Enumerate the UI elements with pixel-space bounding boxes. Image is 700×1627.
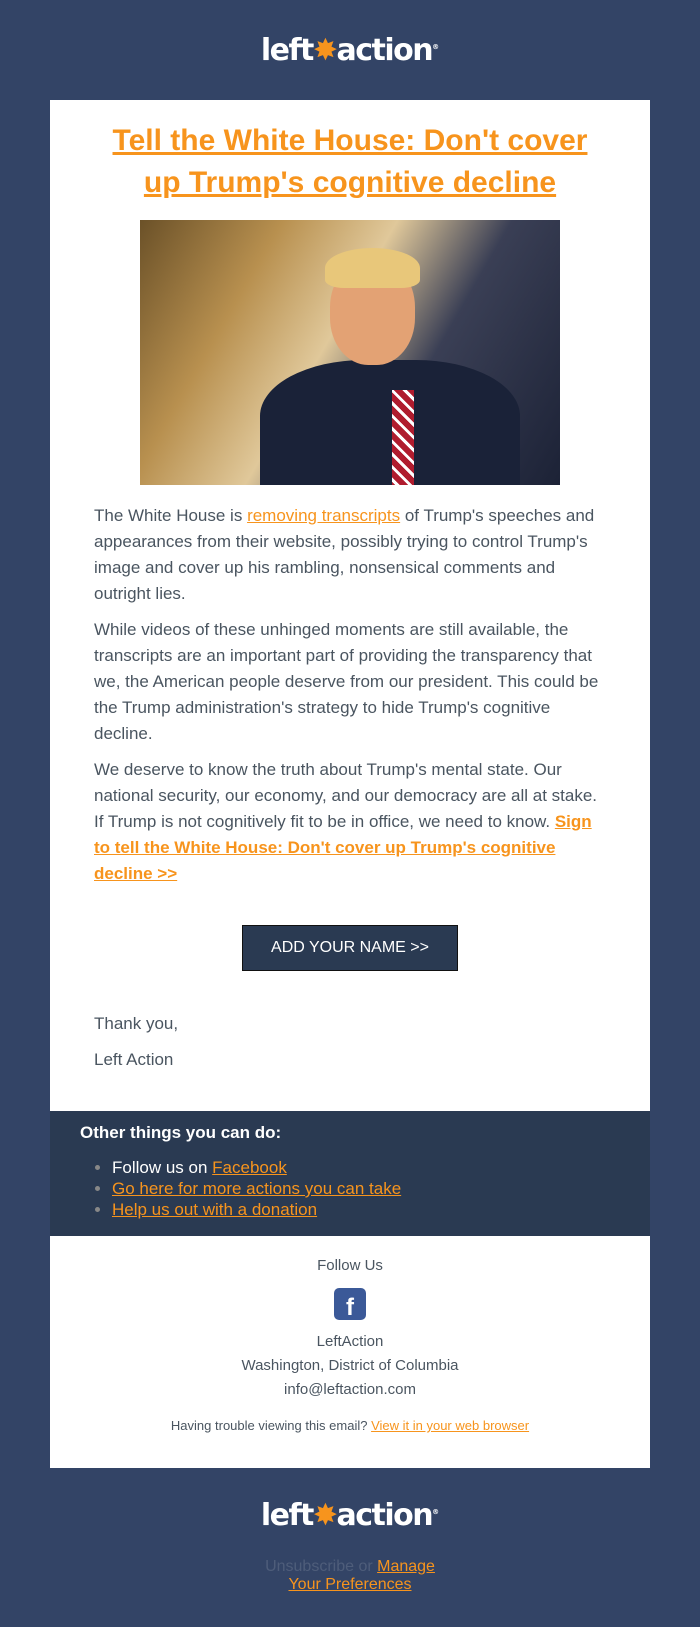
signature: Left Action [94, 1050, 174, 1069]
trouble-text: Having trouble viewing this email? [170, 1418, 372, 1433]
facebook-icon[interactable]: f [334, 1288, 366, 1320]
leftaction-logo: left✸action® [260, 32, 440, 68]
paragraph-3: We deserve to know the truth about Trump's mental state. Our national security, our economy, and our democracy are all at stake. If Trump is not cognitively fit to be in office, we need to know. Sign to tell the White House: Don't cover up Trump's cognitive decline >> [94, 760, 598, 883]
trump-photo[interactable] [140, 220, 560, 485]
web-browser-link[interactable]: View it in your web browser [371, 1418, 530, 1433]
thanks-text: Thank you, [94, 1014, 179, 1033]
main-card [50, 100, 650, 1111]
add-your-name-button[interactable]: ADD YOUR NAME >> [242, 925, 458, 971]
more-actions-link[interactable]: Go here for more actions you can take [112, 1179, 402, 1198]
unsubscribe-link[interactable]: Unsubscribe or [265, 1558, 378, 1575]
headline-link[interactable]: Tell the White House: Don't cover up Trump's cognitive decline [112, 124, 588, 199]
leftaction-logo: left✸action® [260, 1498, 440, 1533]
headline [94, 120, 606, 204]
header-logo [0, 0, 700, 100]
donate-link[interactable]: Help us out with a donation [112, 1200, 318, 1219]
follow-text: Follow us on [112, 1158, 213, 1177]
follow-us-label: Follow Us [317, 1257, 383, 1274]
other-actions-title: Other things you can do: [80, 1123, 282, 1142]
footer-logo [0, 1468, 700, 1563]
org-name: LeftAction [316, 1333, 384, 1350]
paragraph-1: The White House is removing transcripts of Trump's speeches and appearances from their website, possibly trying to control Trump's image and cover up his rambling, nonsensical comments and outright lies. [94, 506, 595, 603]
other-actions-section [50, 1111, 650, 1236]
removing-transcripts-link[interactable]: removing transcripts [247, 506, 401, 525]
sign-petition-link[interactable]: Sign to tell the White House: Don't cover up Trump's cognitive decline >> [94, 812, 592, 883]
paragraph-2: While videos of these unhinged moments are still available, the transcripts are an important part of providing the transparency that we, the American people deserve from our president. This could be the Trump administration's strategy to hide Trump's cognitive decline. [94, 620, 599, 743]
org-location: Washington, District of Columbia [241, 1357, 459, 1374]
facebook-link[interactable]: Facebook [212, 1158, 287, 1177]
unsubscribe-area [250, 1558, 450, 1594]
footer [50, 1236, 650, 1468]
org-email: info@leftaction.com [284, 1381, 416, 1398]
manage-preferences-link[interactable]: Manage Your Preferences [288, 1558, 435, 1593]
